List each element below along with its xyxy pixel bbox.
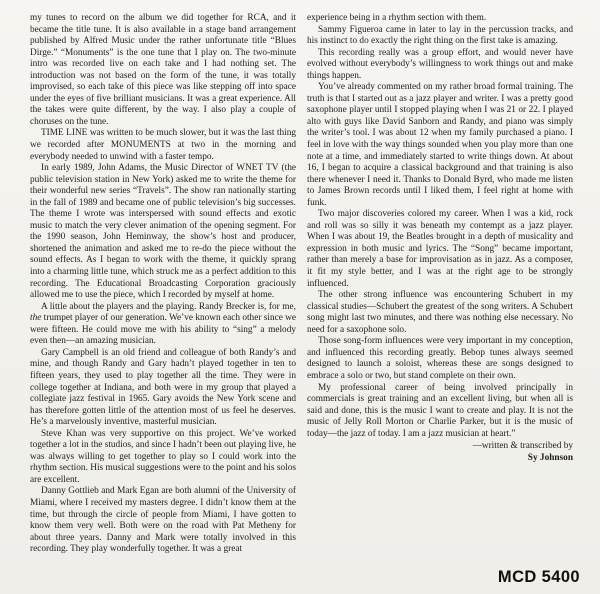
paragraph [30,128,296,163]
text-run: In early 1989, John Adams, the Music Director of WNET TV (the public television station in New York) asked me to write the theme for their wonderful new series “Travels”. The show ran nationally starting in the fall of 1989 and became one of public television’s big successes. The theme I wrote was interspersed with sound effects and exotic music to match the very clever animation of the opening segment. For the 1990 season, John Heminway, the show’s host and producer, shortened the animation and asked me to re-do the piece without the sound effects. As I began to work with the theme, it quickly sprang into a charming little tune, which struck me as a perfect addition to this recording. The Educational Broadcasting Corporation graciously allowed me to use the piece, which I recorded by myself at home. [30,163,296,301]
text-run: My professional career of being involved principally in commercials is great training and an excellent living, but when all is said and done, this is the music I want to create and play. It is not the music of Jelly Roll Morton or Charlie Parker, but it is the music of today—the jazz of today. I am a jazz musician at heart.” [307,382,573,439]
paragraph [30,429,296,487]
right-column-paragraphs [307,13,573,440]
text-run: Danny Gottlieb and Mark Egan are both alumni of the University of Miami, where I received my masters degree. I didn’t know them at the time, but through the circle of people from Miami, I have gotten to know them very well. Both were on the road with Pat Metheny for about three years. Danny and Mark were totally involved in this recording. They play wonderfully together. It was a great [30,486,296,555]
text-run: the [30,313,42,324]
text-run: trumpet player of our generation. We’ve known each other since we were fifteen. He could move me with his ability to “sing” a melody even then—an amazing musician. [30,313,297,347]
left-column [30,13,296,556]
text-run: TIME LINE was written to be much slower, but it was the last thing we recorded after MONUMENTS at two in the morning and everybody needed to unwind with a faster tempo. [30,128,296,162]
text-run: Steve Khan was very supportive on this project. We’ve worked together a lot in the studios, and since I hadn’t been out playing live, he was always willing to get together to play so I could work into the rhythm section. His musical suggestions were to the point and his solos are excellent. [30,428,296,485]
text-run: You’ve already commented on my rather broad formal training. The truth is that I started out as a jazz player and writer. I was a pretty good saxophone player until I stopped playing when I was 21 or 22. I played alto with guys like David Sanborn and Randy, and piano was simply the writer’s tool. I was about 12 when my family purchased a piano. I feel in love with the way things sounded when you play more than one note at a time, and immediately started to write things down. At about 16, I began to acquire a classical background and that training is also there whenever I need it. Thanks to Donald Byrd, who made me listen to James Brown records until I liked them, I feel right at home with funk. [307,82,573,208]
paragraph [30,13,296,128]
right-column [307,13,573,556]
two-column-text-layout [30,13,573,556]
paragraph [30,348,296,429]
paragraph [307,82,573,209]
paragraph [307,25,573,48]
paragraph [307,13,573,25]
paragraph [30,486,296,555]
text-run: Two major discoveries colored my career. When I was a kid, rock and roll was so silly it was beneath my contempt as a jazz player. When I was about 19, the Beatles brought in a depth of musicality and expression in both music and lyrics. The “Song” became important, rather than merely a base for improvisation as in jazz. As a composer, it fit my style better, and I was at the right age to be strongly influenced. [307,209,573,289]
text-run: experience being in a rhythm section with them. [307,13,487,23]
paragraph [30,302,296,348]
text-run: A little about the players and the playing. Randy Brecker is, for me, [41,301,296,312]
text-run: Gary Campbell is an old friend and colleague of both Randy’s and mine, and though Randy and Gary hadn’t played together in ten to fifteen years, they used to play together all the time. They were in college together at Indiana, and both were in my group that played a collegiate jazz festival in 1965. Gary avoids the New York scene and has therefore gotten little of the attention most of us feel he deserves. He’s a marvelously inventive, masterful musician. [30,347,296,428]
catalog-number: MCD 5400 [497,568,580,586]
paragraph [307,209,573,290]
signature-byline: —written & transcribed by [472,441,573,452]
paragraph [307,290,573,336]
text-run: The other strong influence was encountering Schubert in my classical studies—Schubert the greatest of the song writers. A Schubert song might last two minutes, and there was nothing else necessary. No need for a saxophone solo. [307,290,573,335]
text-run: my tunes to record on the album we did together for RCA, and it became the title tune. It is also available in a stage band arrangement published by Alfred Music under the rather unfortunate title “Blues Dirge.” “Monuments” is the one tune that I play on. The two-minute intro was recorded live on each take and I had nothing set. The introduction was not based on the form of the tune, it was totally improvised, so each take of this piece was like stepping off into space under the eyes of five brilliant musicians. It was a great experience. All the takes were quite different, by the way. I also play a couple of choruses on the tune. [30,13,296,127]
signature-block [307,441,573,464]
text-run: This recording really was a group effort, and would never have evolved without everybody’s willingness to work things out and make things happen. [307,47,573,81]
text-run: Those song-form influences were very important in my conception, and influenced this recording greatly. Bebop tunes always seemed designed to launch a soloist, whereas these are songs designed to embrace a solo or two, but stand complete on their own. [307,336,573,381]
signature-author: Sy Johnson [527,452,573,463]
paragraph [307,48,573,83]
paragraph [30,163,296,302]
paragraph [307,383,573,441]
paragraph [307,336,573,382]
text-run: Sammy Figueroa came in later to lay in the percussion tracks, and his instinct to do exactly the right thing on the first take is amazing. [307,24,573,47]
